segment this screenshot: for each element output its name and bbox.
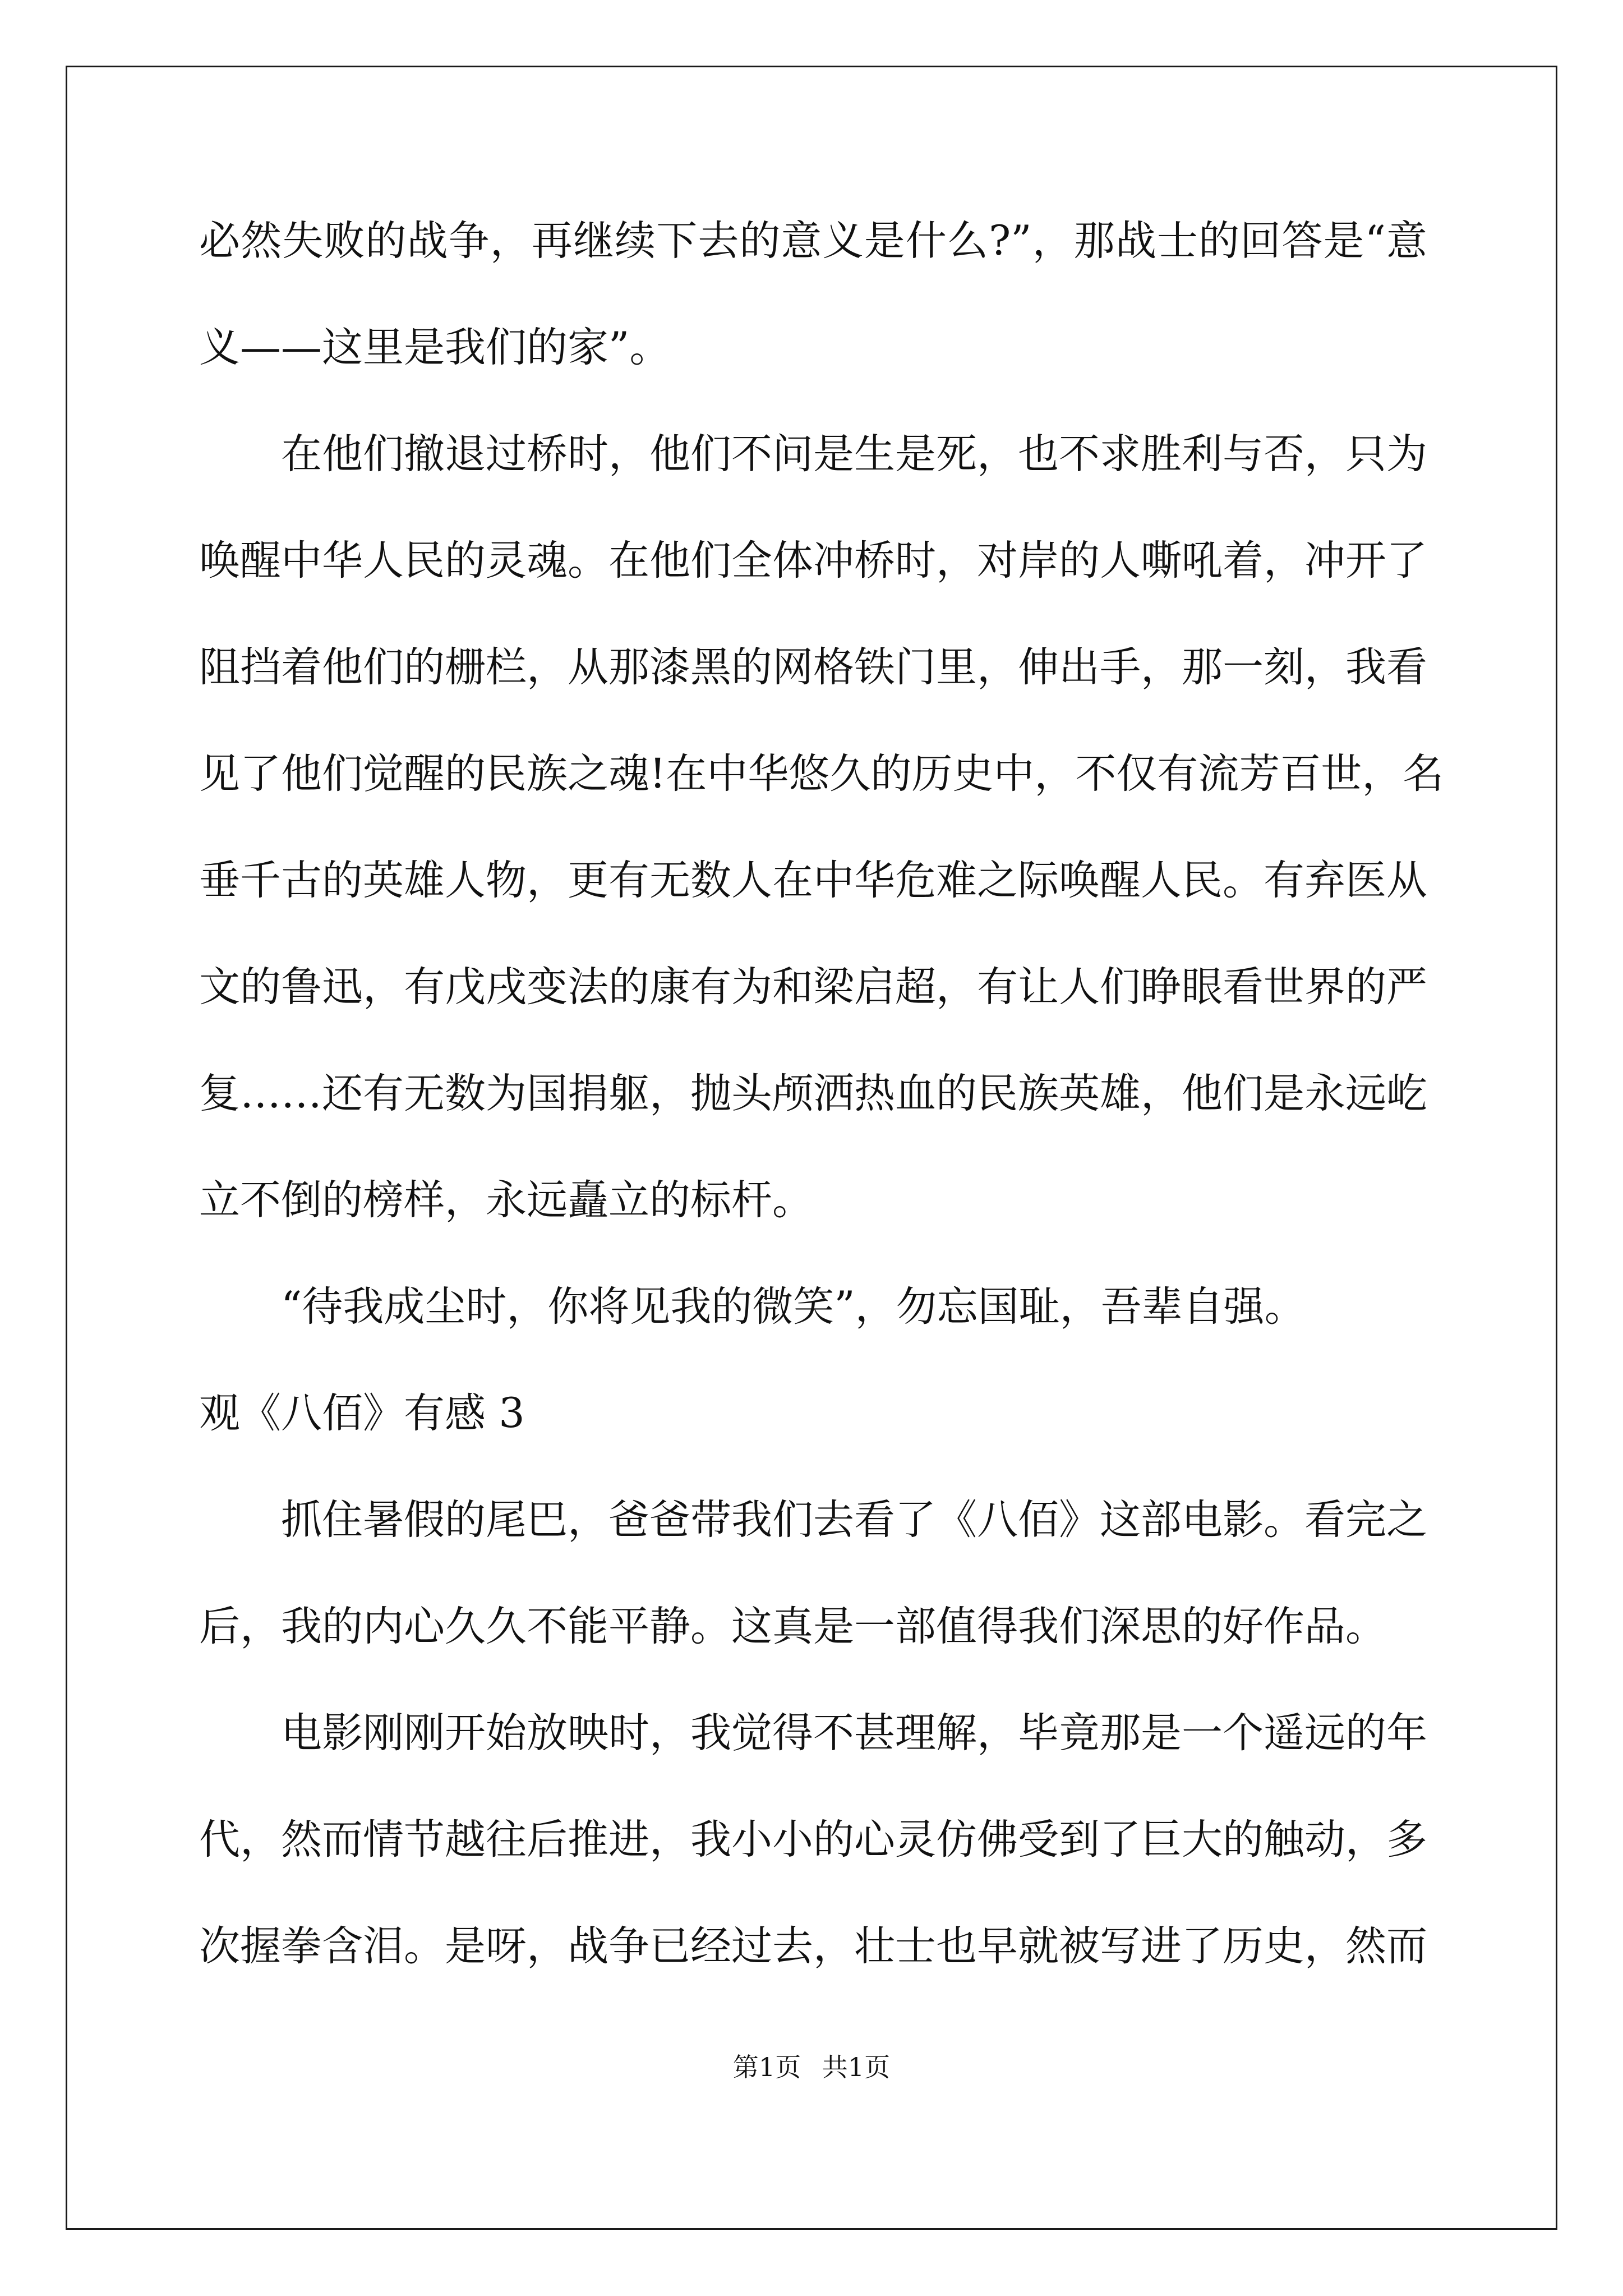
page-footer: 第1页 共1页 [732, 2052, 891, 2082]
text-line: 次握拳含泪。是呀，战争已经过去，壮士也早就被写进了历史，然而 [199, 1922, 1427, 1970]
quote-line: “待我成尘时，你将见我的微笑”，勿忘国耻，吾辈自强。 [281, 1283, 1306, 1331]
text-line: 阻挡着他们的栅栏，从那漆黑的网格铁门里，伸出手，那一刻，我看 [199, 643, 1427, 691]
section-heading: 观《八佰》有感 3 [199, 1389, 525, 1437]
text-line: 必然失败的战争，再继续下去的意义是什么?”，那战士的回答是“意 [199, 217, 1427, 265]
paragraph-first-line: 抓住暑假的尾巴，爸爸带我们去看了《八佰》这部电影。看完之 [281, 1496, 1427, 1544]
paragraph-first-line: 电影刚刚开始放映时，我觉得不甚理解，毕竟那是一个遥远的年 [281, 1709, 1427, 1757]
text-line: 后，我的内心久久不能平静。这真是一部值得我们深思的好作品。 [199, 1603, 1386, 1650]
text-line: 唤醒中华人民的灵魂。在他们全体冲桥时，对岸的人嘶吼着，冲开了 [199, 537, 1427, 585]
page-border [66, 66, 1557, 2230]
paragraph-first-line: 在他们撤退过桥时，他们不问是生是死，也不求胜利与否，只为 [281, 430, 1427, 478]
text-line: 立不倒的榜样，永远矗立的标杆。 [199, 1176, 813, 1224]
text-line: 见了他们觉醒的民族之魂!在中华悠久的历史中，不仅有流芳百世，名 [199, 750, 1444, 798]
text-line: 文的鲁迅，有戊戌变法的康有为和梁启超，有让人们睁眼看世界的严 [199, 963, 1427, 1011]
text-line: 复……还有无数为国捐躯，抛头颅洒热血的民族英雄，他们是永远屹 [199, 1070, 1427, 1117]
text-line: 义——这里是我们的家”。 [199, 324, 671, 371]
text-line: 垂千古的英雄人物，更有无数人在中华危难之际唤醒人民。有弃医从 [199, 857, 1427, 904]
text-line: 代，然而情节越往后推进，我小小的心灵仿佛受到了巨大的触动，多 [199, 1816, 1427, 1864]
